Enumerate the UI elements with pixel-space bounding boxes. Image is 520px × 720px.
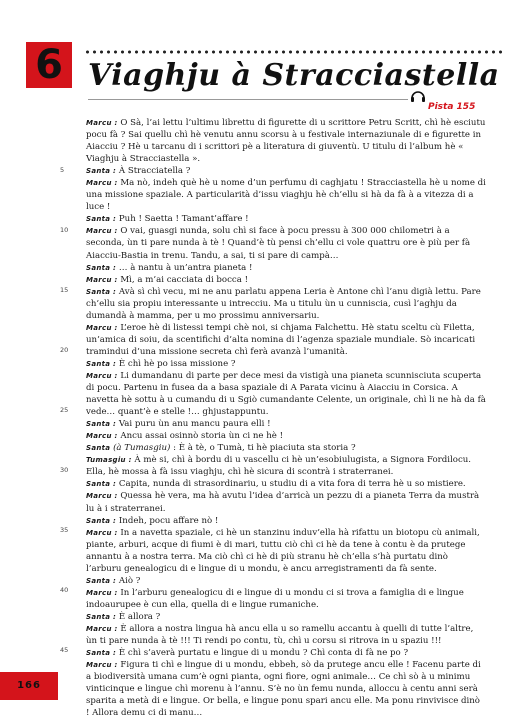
speaker-name: Santa : [86,576,117,585]
dialogue-turn [86,611,486,623]
dialogue-line: O vai, guasgi nunda, solu chì si face à pocu pressu à 300 000 chilometri à a seconda, ùn ti pare nunda à tè ! Quand’è tù pensi ch’ellu ci vole quattru ore è più per fà Aiacciu-Bastia in trenu. Tandu, a sai, ti si pare di campà… [86,226,471,261]
dialogue-turn [86,213,486,225]
speaker-name: Marcu : [86,661,118,670]
speaker-name: Marcu : [86,227,118,236]
dialogue-turn [86,454,486,478]
dialogue-line: In a navetta spaziale, ci hè un stanzinu induv’ella hà rifattu un biotopu cù animali, piante, arburi, acque di fiumi è di mari, tuttu ciò chì ci hè da tene à contu è da prutege annantu à a nostra terra. Ma ciò chì ci hè di più stranu hè ch’ella s’hà purtatu dinò l’arburu genealogicu di e lingue di u mondu, è ancu arregistramenti da fà sente. [86,527,480,574]
speaker-name: Marcu : [86,275,118,284]
speaker-name: Santa : [86,263,117,272]
speaker-name: Santa : [86,516,117,525]
dialogue-turn [86,659,486,719]
dialogue-line: … à nantu à un’antra pianeta ! [118,262,253,273]
speaker-name: Marcu : [86,528,118,537]
dialogue-line: È allora a nostra lingua hà ancu ella u so ramellu accantu à quelli di tutte l’altre, ùn ti pare nunda à tè !!! Ti rendi po contu, tù, chì u corsu si ritrova in u spaziu !!! [86,623,474,647]
chapter-number: 6 [26,42,72,88]
dialogue-turn [86,647,486,659]
dialogue-turn [86,274,486,286]
speaker-name: Tumasgiu : [86,456,132,465]
dialogue-line: : È à tè, o Tumà, ti hè piaciuta sta storia ? [173,443,356,454]
dialogue-line: O Sà, l’ai lettu l’ultimu librettu di figurette di u scrittore Petru Scritt, chì hè esciutu pocu fà ? Sai quellu chì hè venutu annu scorsu à u festivale internaziunale di e figurette in Aiacciu ? Hè u tarcanu di i scrittori pè a literatura di giuventù. U titulu di l’album hè « Viaghju à Stracciastella ». [86,118,486,165]
dialogue-line: Figura ti chì e lingue di u mondu, ebbeh, sò da prutege ancu elle ! Facenu parte di a biodiversità umana cum’è ogni pianta, ogni fiore, ogni animale… Ce chì sò à u minimu vinticinque e lingue chì morenu à l’annu. S’è no ùn femu nunda, alloccu à centu anni serà sparita a metà di e lingue. Or bella, e lingue ponu spari ancu elle. Ma ponu rinvivisce dinò ! Allora demu ci di manu… [86,660,481,719]
dialogue-line: L’eroe hè di listessi tempi chè noi, si chjama Falchettu. Hè statu sceltu cù Filetta, un’amica di soiu, da scentifichi d’alta nomina di l’agenza spaziale mundiale. Sò incaricati tramindui d’una missione secreta chì ferà avanzà l’umanità. [86,322,476,357]
speaker-name: Santa : [86,215,117,224]
dialogue-turn [86,442,486,454]
dialogue-line: Puh ! Saetta ! Tamant’affare ! [118,214,249,225]
dialogue-line: È chì hè po issa missione ? [118,358,236,369]
dialogue-text [86,117,486,719]
dialogue-turn [86,177,486,213]
speaker-name: Santa : [86,649,117,658]
speaker-name: Marcu : [86,371,118,380]
line-number: 25 [60,406,69,414]
dialogue-turn [86,262,486,274]
speaker-name: Santa : [86,287,117,296]
speaker-name: Marcu : [86,432,118,441]
dialogue-turn [86,117,486,165]
page-title: Viaghju à Stracciastella [88,58,500,93]
line-number: 40 [60,586,69,594]
line-number: 15 [60,286,69,294]
dotted-divider [84,50,504,54]
speaker-name: Santa [86,444,111,453]
dialogue-turn [86,490,486,514]
page-number: 166 [17,680,41,691]
dialogue-line: À Stracciatella ? [118,166,191,177]
dialogue-turn [86,430,486,442]
dialogue-turn [86,527,486,575]
speaker-name: Marcu : [86,492,118,501]
speaker-name: Santa : [86,612,117,621]
dialogue-turn [86,370,486,418]
dialogue-turn [86,225,486,261]
dialogue-line: Capita, nunda di strasordinariu, u studiu di a vita fora di terra hè u so mistiere. [118,479,466,490]
line-number: 5 [60,166,65,174]
dialogue-line: Ma nò, indeh què hè u nome d’un perfumu di caghjatu ! Stracciastella hè u nome di una missione spaziale. A particularità d’issu viaghju hè ch’ellu si hà da fà à a vitezza di a luce ! [86,178,486,213]
speaker-name: Santa : [86,167,117,176]
dialogue-line: Li dumandanu di parte per dece mesi da vistigà una pianeta scunnisciuta scuperta di pocu. Partenu in fusea da a basa spaziale di A Parata vicinu à Aiacciu in Corsica. A navetta hè sottu à u cumandu di u Sgiò cumandante Celente, un originale, chì li ne hà da fà vede… quant’è e stelle !… ghjustappuntu. [86,370,486,418]
line-number: 35 [60,526,69,534]
dialogue-line: Aiò ? [118,575,141,586]
line-number: 20 [60,346,69,354]
dialogue-line: Avà sì chì vecu, mi ne anu parlatu appena Leria è Antone chì l’anu digià lettu. Pare ch’ellu sia propiu interessante u intrecciu. Ma u titulu ùn u cunniscia, cusì l’aghju da dumandà à mamma, per u mo prossimu anniversariu. [86,286,481,321]
dialogue-turn [86,575,486,587]
audio-track-label: Pista 155 [428,102,476,112]
line-number: 30 [60,466,69,474]
dialogue-turn [86,165,486,177]
dialogue-turn [86,623,486,647]
speaker-name: Marcu : [86,588,118,597]
speaker-name: Santa : [86,359,117,368]
line-number: 45 [60,646,69,654]
speaker-name: Marcu : [86,323,118,332]
dialogue-turn [86,286,486,322]
dialogue-turn [86,322,486,358]
stage-direction: (à Tumasgiu) [113,443,171,454]
dialogue-turn [86,478,486,490]
line-number: 10 [60,226,69,234]
dialogue-turn [86,515,486,527]
dialogue-turn [86,358,486,370]
dialogue-line: In l’arburu genealogicu di e lingue di u mondu ci si trova a famiglia di e lingue indoaurupee è cun ella, quella di e lingue rumaniche. [86,587,464,610]
dialogue-line: Mì, a m’ai cacciata di bocca ! [120,274,249,285]
speaker-name: Marcu : [86,624,118,633]
dialogue-line: À mè si, chì à bordu di u vascellu ci hè un’esobiulugista, a Signora Fordilocu. Ella, hè mossa à fà issu viaghju, chì hè sicura di scontrà i straterranei. [86,455,472,478]
dialogue-turn [86,418,486,430]
dialogue-line: Indeh, pocu affare nò ! [118,515,219,526]
dialogue-line: Quessa hè vera, ma hà avutu l’idea d’arricà un pezzu di a pianeta Terra da mustrà lu à i straterranei. [86,491,480,514]
headphones-icon [410,88,426,104]
title-underline [88,99,408,100]
dialogue-line: È allora ? [118,611,161,622]
speaker-name: Santa : [86,420,117,429]
dialogue-turn [86,587,486,611]
dialogue-line: Vai puru ùn anu mancu paura elli ! [118,419,271,430]
dialogue-line: È chì s’averà purtatu e lingue di u mondu ? Chì conta di fà ne po ? [118,648,409,659]
dialogue-line: Ancu assai osinnò storia ùn ci ne hè ! [120,431,284,442]
speaker-name: Marcu : [86,179,118,188]
speaker-name: Marcu : [86,119,118,127]
speaker-name: Santa : [86,480,117,489]
